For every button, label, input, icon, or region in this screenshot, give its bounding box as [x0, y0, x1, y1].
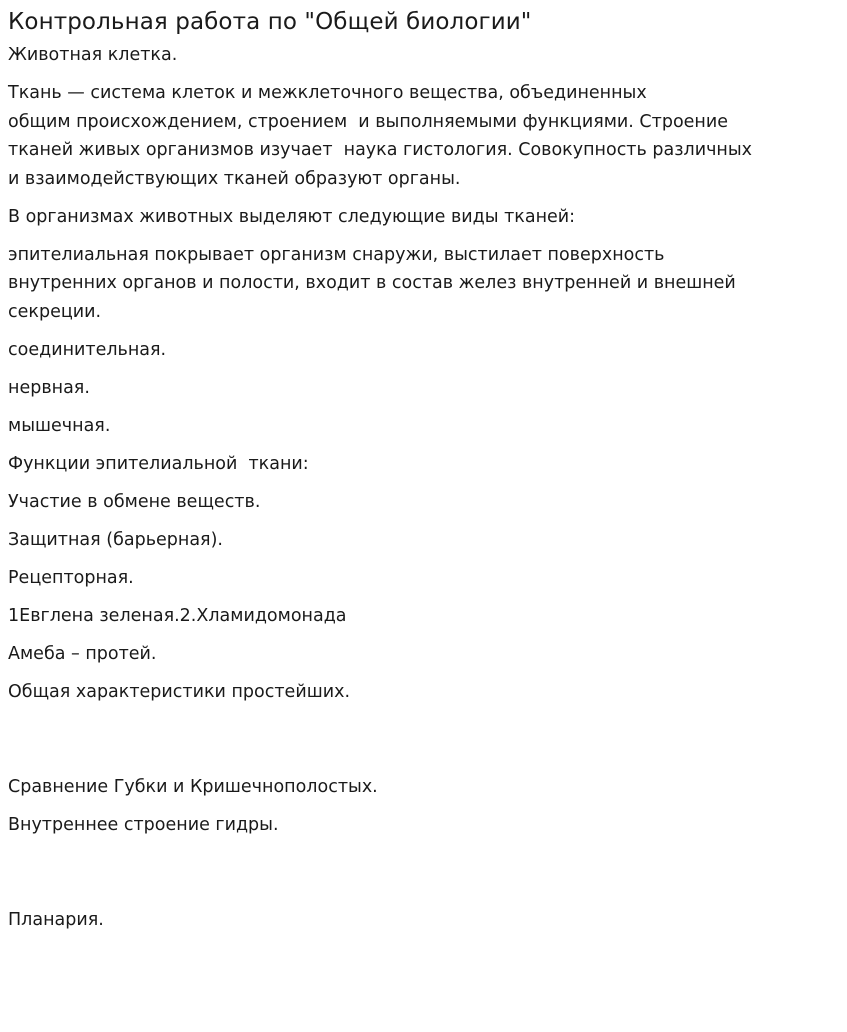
- paragraph-sponges-comparison: Сравнение Губки и Кришечнополостых.: [8, 776, 378, 797]
- paragraph-connective: соединительная.: [8, 339, 167, 360]
- paragraph-epithelial-functions: Функции эпителиальной ткани:: [8, 453, 309, 474]
- blank-space: [8, 716, 839, 773]
- paragraph-tissue-definition: Ткань — система клеток и межклеточного вещества, объединенных общим происхождением, строением и выполняемыми функциями. Строение тканей живых организмов изучает наука гистология. Совокупность различных и взаимодействующих тканей образуют органы.: [8, 83, 753, 189]
- paragraph-nervous: нервная.: [8, 377, 90, 398]
- paragraph-metabolism: Участие в обмене веществ.: [8, 491, 261, 512]
- paragraph-epithelial: эпителиальная покрывает организм снаружи, выстилает поверхность внутренних органов и полости, входит в состав желез внутренней и внешней секреции.: [8, 244, 736, 322]
- paragraph-animal-cell: Животная клетка.: [8, 45, 178, 65]
- paragraph-protective: Защитная (барьерная).: [8, 529, 223, 550]
- paragraph-euglena: 1Евглена зеленая.2.Хламидомонада: [8, 605, 347, 626]
- paragraph-amoeba: Амеба – протей.: [8, 643, 157, 664]
- paragraph-tissue-types-intro: В организмах животных выделяют следующие виды тканей:: [8, 206, 576, 227]
- blank-space: [8, 849, 839, 906]
- paragraph-hydra: Внутреннее строение гидры.: [8, 814, 279, 835]
- document-title: Контрольная работа по "Общей биологии": [8, 9, 532, 35]
- paragraph-muscular: мышечная.: [8, 415, 111, 436]
- paragraph-receptor: Рецепторная.: [8, 567, 134, 588]
- paragraph-planaria: Планария.: [8, 909, 104, 930]
- paragraph-protozoa: Общая характеристики простейших.: [8, 681, 351, 702]
